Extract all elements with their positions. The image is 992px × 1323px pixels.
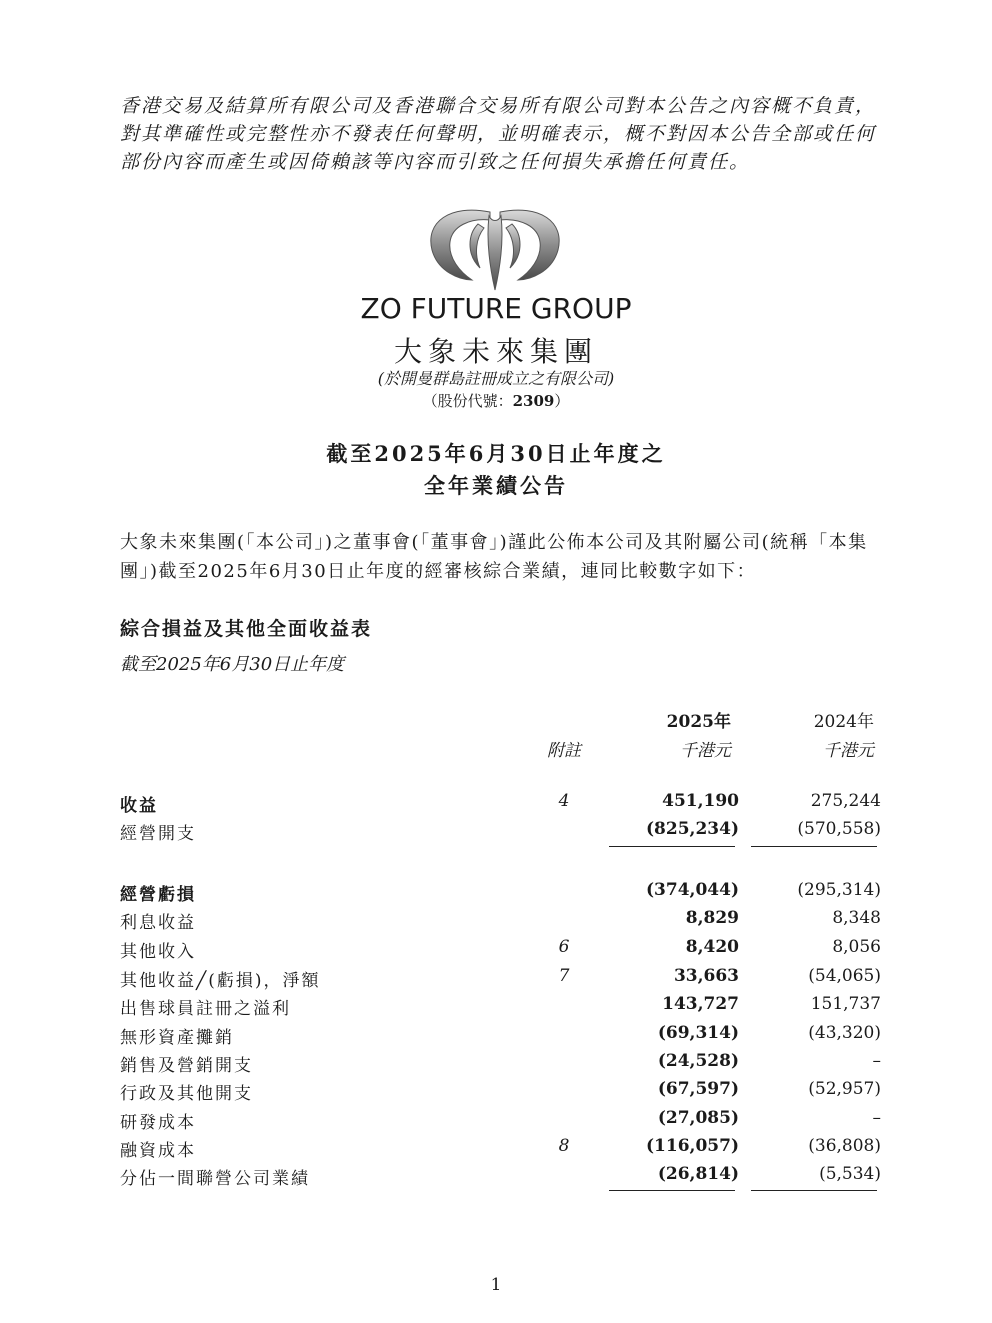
table-row — [0, 908, 992, 936]
row-label: 其他收益╱(虧損)，淨額 — [120, 971, 321, 991]
row-value-prior: (36,808) — [808, 1136, 881, 1156]
row-label: 經營開支 — [120, 824, 196, 844]
table-row — [0, 1079, 992, 1107]
row-value-prior: (295,314) — [797, 880, 881, 900]
row-label: 融資成本 — [120, 1141, 196, 1161]
row-value-current: (374,044) — [646, 880, 739, 900]
table-row — [0, 1023, 992, 1051]
company-logo — [420, 202, 570, 294]
statement-heading: 綜合損益及其他全面收益表 — [120, 618, 373, 640]
row-value-prior: 151,737 — [810, 994, 881, 1014]
announcement-title-line2: 全年業績公告 — [424, 473, 568, 498]
intro-paragraph: 大象未來集團(「本公司」)之董事會(「董事會」)謹此公佈本公司及其附屬公司(統稱「本集團」)截至2025年6月30日止年度的經審核綜合業績，連同比較數字如下： — [120, 532, 868, 582]
row-label: 利息收益 — [120, 913, 196, 933]
company-name-en: ZO FUTURE GROUP — [360, 292, 632, 325]
stock-code: （股份代號：2309） — [422, 392, 570, 410]
table-row — [0, 880, 992, 908]
row-value-current: (69,314) — [657, 1023, 739, 1043]
row-value-current: (24,528) — [657, 1051, 739, 1071]
row-note: 7 — [558, 966, 570, 986]
row-label: 出售球員註冊之溢利 — [120, 999, 291, 1019]
table-row — [0, 1108, 992, 1136]
table-row — [0, 994, 992, 1022]
row-value-current: (26,814) — [657, 1164, 739, 1184]
row-value-prior: – — [872, 1108, 881, 1128]
row-value-current: 143,727 — [662, 994, 739, 1014]
row-value-current: 8,420 — [685, 937, 739, 957]
row-note: 8 — [558, 1136, 570, 1156]
row-label: 其他收入 — [120, 942, 196, 962]
announcement-title-line1: 截至2025年6月30日止年度之 — [326, 441, 666, 466]
row-value-prior: (52,957) — [808, 1079, 881, 1099]
statement-period: 截至2025年6月30日止年度 — [120, 654, 345, 675]
header-note: 附註 — [547, 741, 581, 761]
header-year-prior: 2024年 — [813, 712, 874, 732]
subtotal-rule — [609, 1190, 735, 1191]
row-label: 銷售及營銷開支 — [120, 1056, 253, 1076]
row-value-current: (116,057) — [646, 1136, 739, 1156]
row-label: 行政及其他開支 — [120, 1084, 253, 1104]
row-label: 收益 — [120, 796, 158, 816]
table-row — [0, 966, 992, 994]
page-number: 1 — [490, 1275, 502, 1295]
row-label: 無形資產攤銷 — [120, 1028, 234, 1048]
row-value-prior: 8,056 — [832, 937, 881, 957]
row-label: 研發成本 — [120, 1113, 196, 1133]
subtotal-rule — [609, 846, 735, 847]
row-value-prior: (570,558) — [797, 819, 881, 839]
incorporation-note: (於開曼群島註冊成立之有限公司) — [377, 369, 615, 388]
row-value-prior: 8,348 — [832, 908, 881, 928]
row-label: 經營虧損 — [120, 885, 196, 905]
table-row — [0, 1051, 992, 1079]
subtotal-rule — [751, 1190, 877, 1191]
header-year-current: 2025年 — [666, 712, 731, 732]
row-value-current: (67,597) — [657, 1079, 739, 1099]
row-note: 6 — [558, 937, 570, 957]
row-value-prior: (43,320) — [808, 1023, 881, 1043]
subtotal-rule — [751, 846, 877, 847]
row-value-current: (825,234) — [646, 819, 739, 839]
table-row — [0, 1136, 992, 1164]
table-row — [0, 791, 992, 819]
table-row — [0, 1164, 992, 1192]
header-unit-current: 千港元 — [680, 741, 731, 761]
row-value-prior: (54,065) — [808, 966, 881, 986]
row-value-prior: 275,244 — [810, 791, 881, 811]
row-value-prior: (5,534) — [819, 1164, 881, 1184]
row-value-current: 33,663 — [673, 966, 739, 986]
row-value-current: 451,190 — [662, 791, 739, 811]
header-unit-prior: 千港元 — [823, 741, 874, 761]
row-note: 4 — [558, 791, 570, 811]
row-value-current: (27,085) — [657, 1108, 739, 1128]
row-value-current: 8,829 — [685, 908, 739, 928]
company-name-zh: 大象未來集團 — [393, 335, 598, 368]
row-value-prior: – — [872, 1051, 881, 1071]
table-row — [0, 937, 992, 965]
table-row — [0, 819, 992, 847]
disclaimer-text: 香港交易及結算所有限公司及香港聯合交易所有限公司對本公告之內容概不負責，對其準確性或完整性亦不發表任何聲明，並明確表示，概不對因本公告全部或任何部份內容而產生或因倚賴該等內容而引致之任何損失承擔任何責任。 — [120, 95, 877, 173]
row-label: 分佔一間聯營公司業績 — [120, 1169, 310, 1189]
